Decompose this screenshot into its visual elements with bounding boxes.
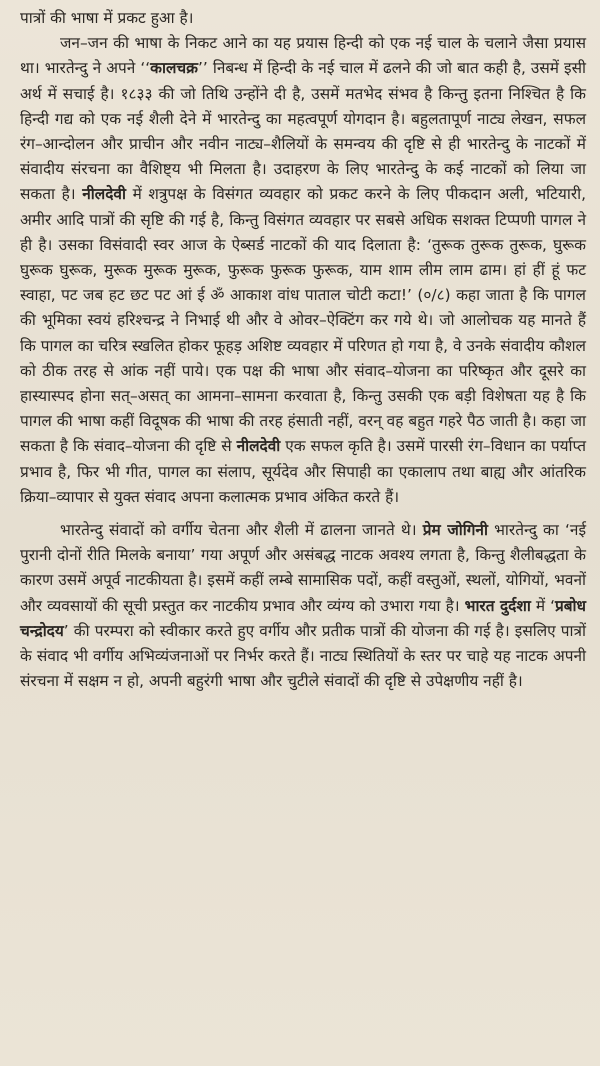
- text-segment: में शत्रुपक्ष के विसंगत व्यवहार को प्रकट करने के लिए पीकदान अली, भटियारी, अमीर आदि पात्रों की सृष्टि की गई है, किन्तु विसंगत व्यवहार पर सबसे अधिक सशक्त टिप्पणी पागल ने ही है। उसका विसंवादी स्वर आज के ऐब्सर्ड नाटकों की याद दिलाता है: ‘तुरूक तुरूक तुरूक, घुरूक घुरूक घुरूक, मुरूक मुरूक मुरूक, फुरूक फुरूक फुरूक, याम शाम लीम लाम ढाम। हां हीं हूं फट स्वाहा, पट जब हट छट पट आं ई ॐ आकाश वांध पाताल चोटी कटा!’ (०/८) कहा जाता है कि पागल की भूमिका स्वयं हरिश्चन्द्र ने निभाई थी और वे ओवर–ऐक्टिंग कर गये थे। जो आलोचक यह मानते हैं कि पागल का चरित्र स्खलित होकर फूहड़ अशिष्ट व्यवहार में परिणत हो गया है, वे उनके संवादीय कौशल को ठीक तरह से आंक नहीं पाये। एक पक्ष की भाषा और संवाद–योजना का परिष्कृत और दूसरे का हास्यास्पद होना सत्–असत् का आमना–सामना करवाता है, किन्तु उसकी एक बड़ी विशेषता यह है कि पागल की भाषा कहीं विदूषक की भाषा की तरह हंसाती नहीं, वरन् वह बहुत गहरे पैठ जाती है। कहा जा सकता है कि संवाद–योजना की दृष्टि से: [20, 185, 586, 456]
- text-segment: एक सफल कृति है। उसमें पारसी रंग–विधान का पर्याप्त प्रभाव है, फिर भी गीत, पागल का संलाप, सूर्यदेव और सिपाही का एकालाप तथा बाह्य और आंतरिक क्रिया–व्यापार से युक्त संवाद अपना कलात्मक प्रभाव अंकित करते हैं।: [20, 437, 586, 506]
- page-text: [20, 6, 586, 694]
- emphasis-prem-jogini: प्रेम जोगिनी: [422, 521, 488, 540]
- emphasis-neeldevi: नीलदेवी: [82, 185, 126, 204]
- text-segment: भारतेन्दु संवादों को वर्गीय चेतना और शैली में ढालना जानते थे।: [60, 521, 423, 540]
- paragraph-2: [20, 31, 586, 510]
- emphasis-neeldevi: नीलदेवी: [236, 437, 281, 456]
- text-segment: भारतेन्दु का ‘नई पुरानी दोनों रीति मिलके बनाया’ गया अपूर्ण और असंबद्ध नाटक अवश्य लगता है, किन्तु शैलीबद्धता के कारण उसमें अपूर्व नाटकीयता है। इसमें कहीं लम्बे सामासिक पदों, कहीं वस्तुओं, स्थलों, योगियों, भवनों और व्यवसायों की सूची प्रस्तुत कर नाटकीय प्रभाव और व्यंग्य को उभारा गया है।: [20, 521, 586, 615]
- text-segment: ’ की परम्परा को स्वीकार करते हुए वर्गीय और प्रतीक पात्रों की योजना की गई है। इसलिए पात्रों के संवाद भी वर्गीय अभिव्यंजनाओं पर निर्भर करते हैं। नाट्य स्थितियों के स्तर पर चाहे यह नाटक अपनी संरचना में सक्षम न हो, अपनी बहुरंगी भाषा और चुटीले संवादों की दृष्टि से उपेक्षणीय नहीं है।: [20, 621, 586, 691]
- emphasis-prabodh-chandrodaya: प्रबोध चन्द्रोदय: [20, 596, 586, 640]
- text-segment: में ‘: [530, 596, 555, 615]
- paragraph-1: [20, 6, 586, 31]
- paragraph-3: [20, 518, 586, 694]
- emphasis-bharat-durdasha: भारत दुर्दशा: [464, 596, 531, 615]
- text-segment: ’’ निबन्ध में हिन्दी के नई चाल में ढलने की जो बात कही है, उसमें इसी अर्थ में सचाई है। १८३३ की जो तिथि उन्होंने दी है, उसमें मतभेद संभव है किन्तु इतना निश्चित है कि हिन्दी गद्य को एक नई शैली देने में भारतेन्दु का महत्वपूर्ण योगदान है। बहुलतापूर्ण नाट्य लेखन, सफल रंग–आन्दोलन और प्राचीन और नवीन नाट्य–शैलियों के समन्वय की दृष्टि से ही भारतेन्दु के नाटकों में संवादीय संरचना का वैशिष्ट्य भी मिलता है। उदाहरण के लिए भारतेन्दु के कई नाटकों को लिया जा सकता है।: [20, 59, 586, 204]
- text-segment: पात्रों की भाषा में प्रकट हुआ है।: [20, 9, 194, 27]
- text-segment: जन–जन की भाषा के निकट आने का यह प्रयास हिन्दी को एक नई चाल के चलाने जैसा प्रयास था। भारतेन्दु ने अपने ‘‘: [20, 34, 586, 78]
- emphasis-kaalchakra: कालचक्र: [150, 59, 198, 78]
